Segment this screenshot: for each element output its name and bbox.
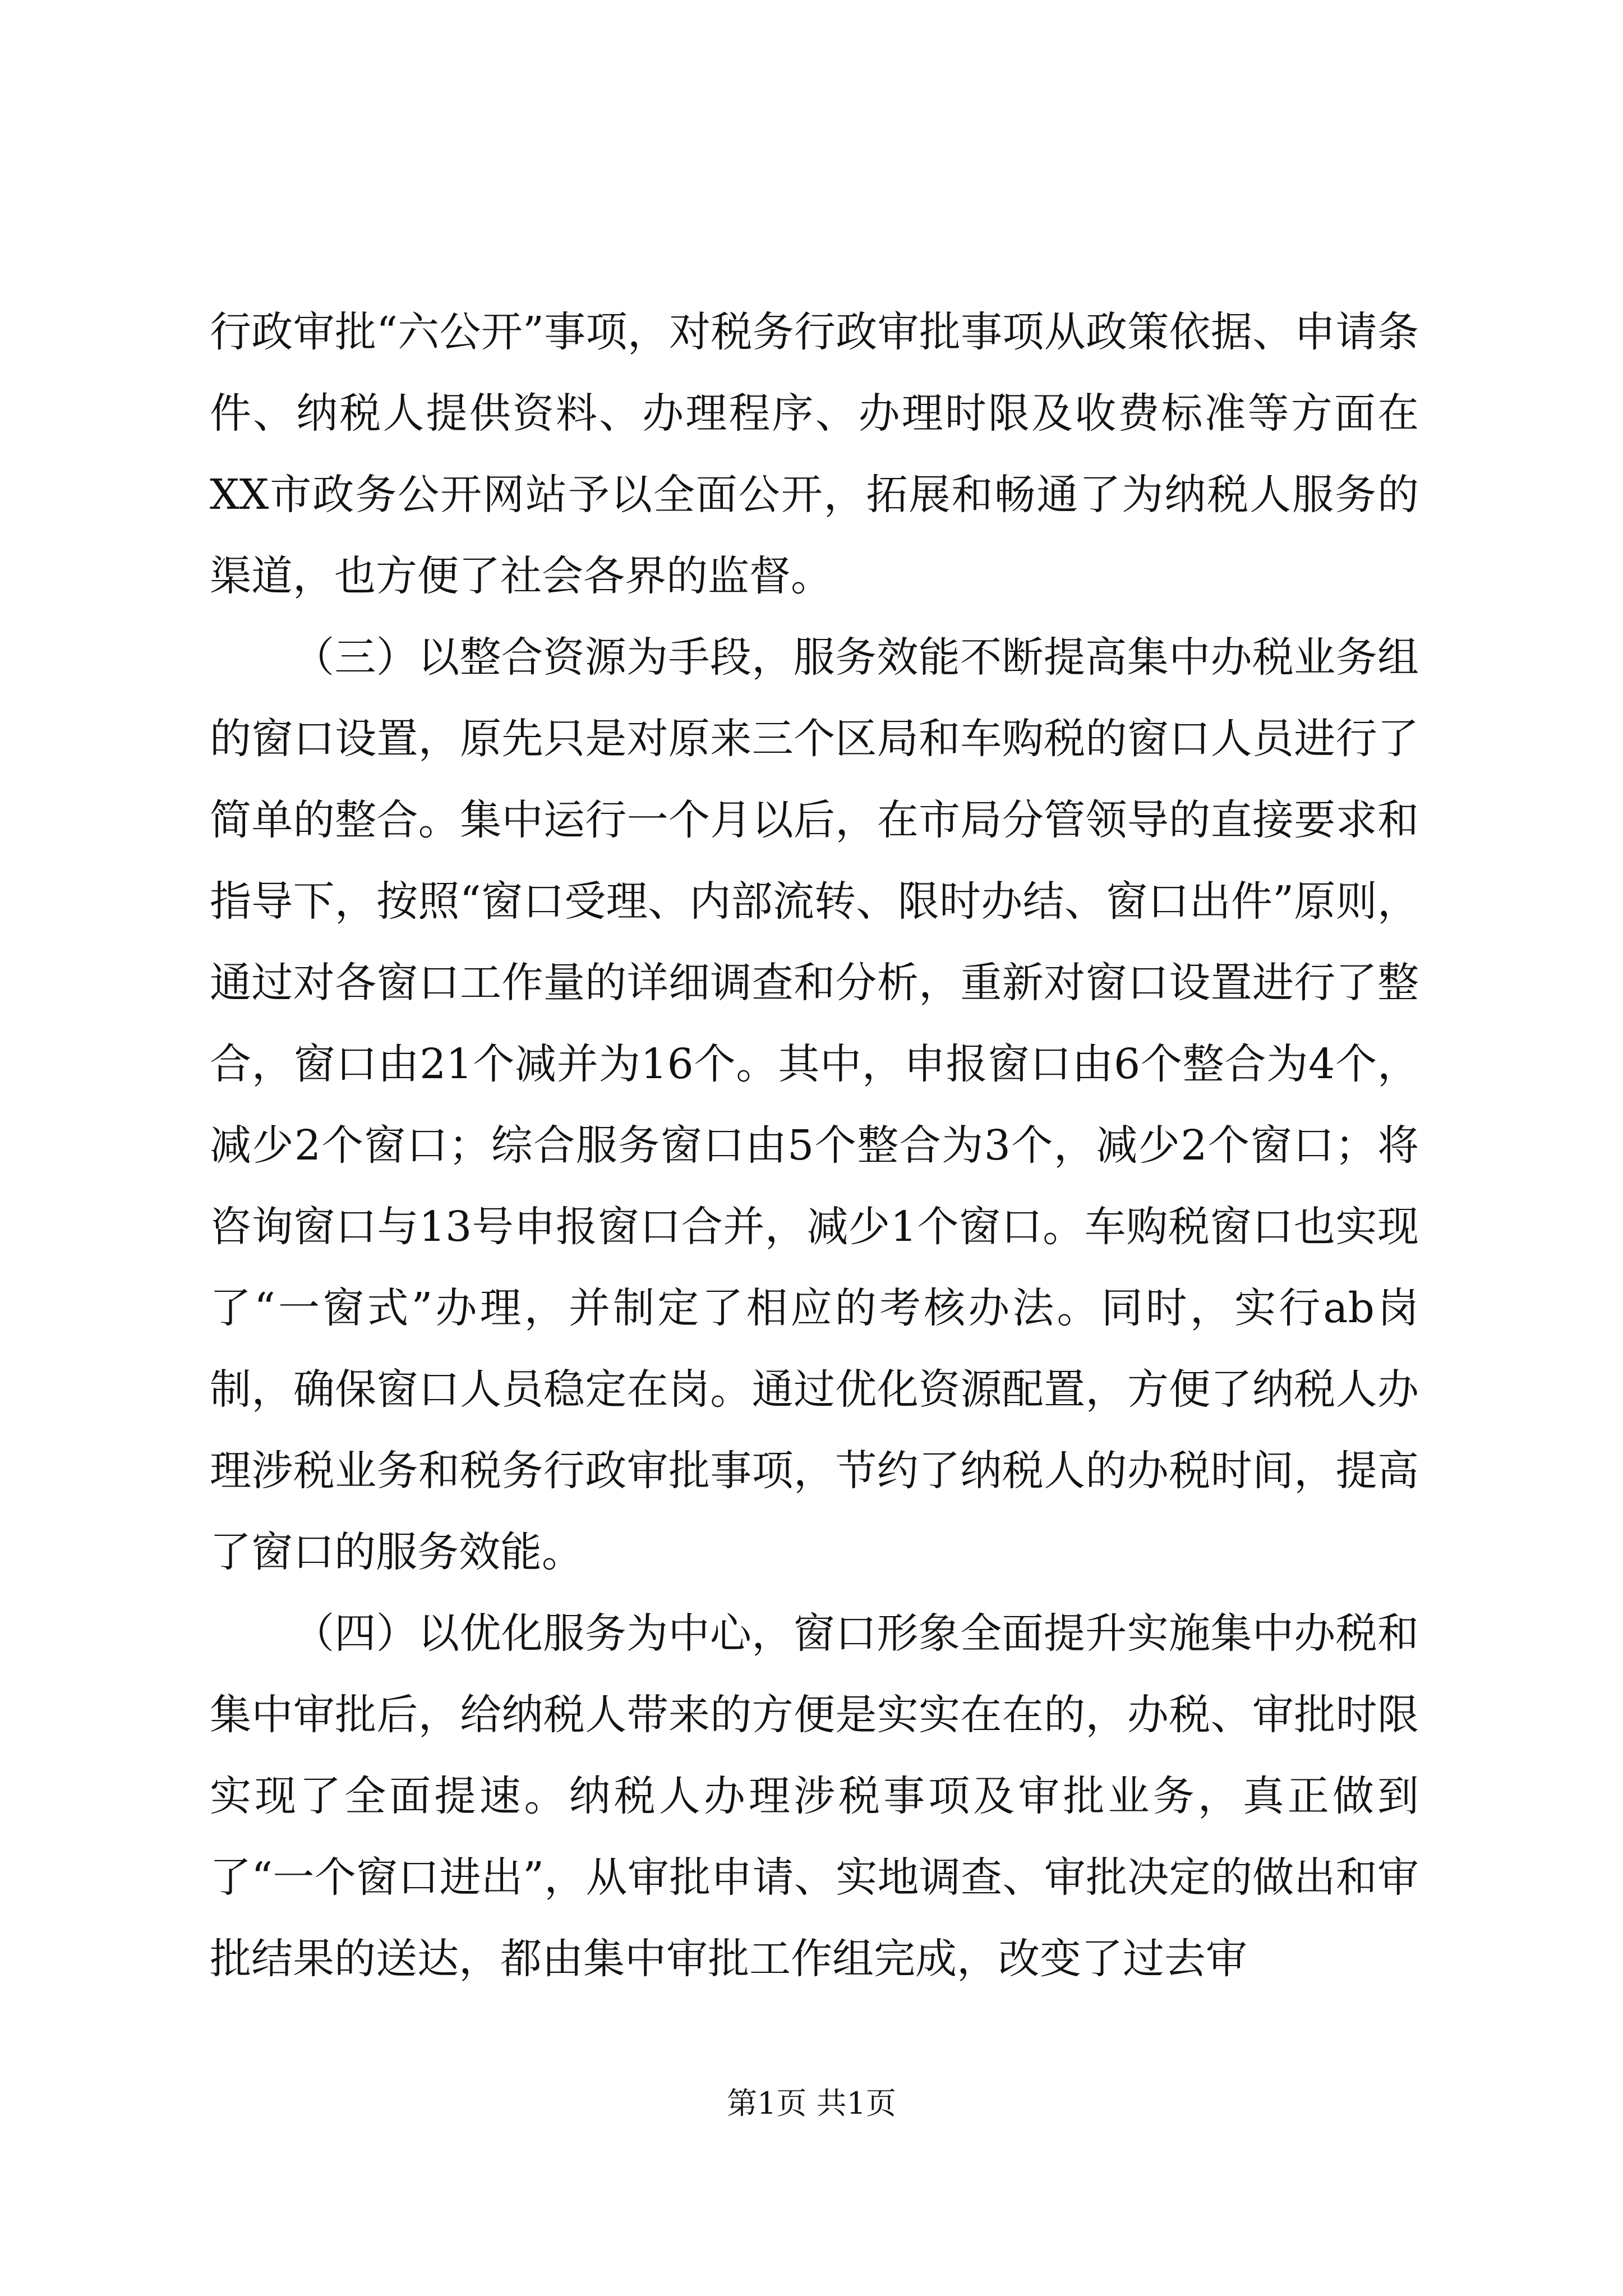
paragraph-2: （三）以整合资源为手段，服务效能不断提高集中办税业务组的窗口设置，原先只是对原来三个区局和车购税的窗口人员进行了简单的整合。集中运行一个月以后，在市局分管领导的直接要求和指导下，按照“窗口受理、内部流转、限时办结、窗口出件”原则，通过对各窗口工作量的详细调查和分析，重新对窗口设置进行了整合，窗口由21个减并为16个。其中，申报窗口由6个整合为4个，减少2个窗口；综合服务窗口由5个整合为3个，减少2个窗口；将咨询窗口与13号申报窗口合并，减少1个窗口。车购税窗口也实现了“一窗式”办理，并制定了相应的考核办法。同时，实行ab岗制，确保窗口人员稳定在岗。通过优化资源配置，方便了纳税人办理涉税业务和税务行政审批事项，节约了纳税人的办税时间，提高了窗口的服务效能。 bbox=[210, 633, 1419, 1576]
paragraph-1: 行政审批“六公开”事项，对税务行政审批事项从政策依据、申请条件、纳税人提供资料、办理程序、办理时限及收费标准等方面在XX市政务公开网站予以全面公开，拓展和畅通了为纳税人服务的渠道，也方便了社会各界的监督。 bbox=[210, 308, 1419, 600]
document-body bbox=[210, 292, 1419, 2000]
page-footer: 第1页 共1页 bbox=[727, 2086, 896, 2121]
paragraph-3: （四）以优化服务为中心，窗口形象全面提升实施集中办税和集中审批后，给纳税人带来的方便是实实在在的，办税、审批时限实现了全面提速。纳税人办理涉税事项及审批业务，真正做到了“一个窗口进出”，从审批申请、实地调查、审批决定的做出和审批结果的送达，都由集中审批工作组完成，改变了过去审 bbox=[210, 1609, 1419, 1983]
